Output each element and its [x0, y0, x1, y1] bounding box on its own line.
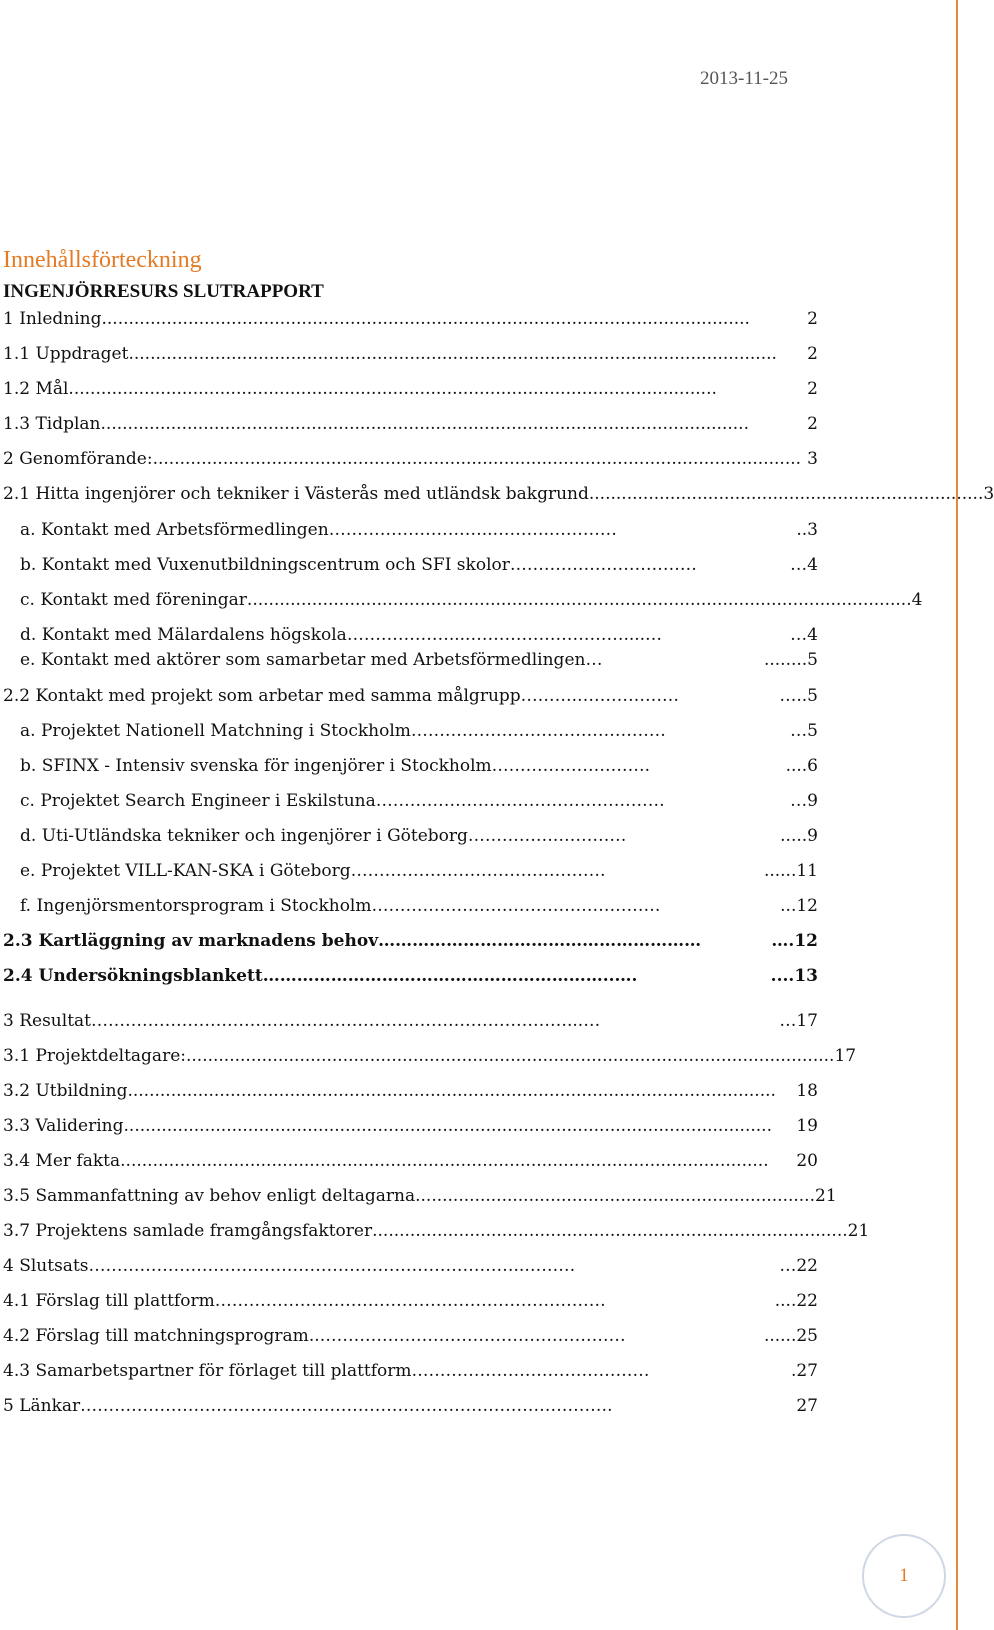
toc-entry-page: 18 — [796, 1081, 818, 1101]
toc-entry-page: 2 — [807, 344, 818, 364]
toc-entry-leader: ........................................................................................................................ — [127, 1081, 776, 1101]
toc-entry[interactable] — [3, 964, 818, 988]
toc-entry[interactable] — [20, 588, 923, 612]
toc-entry-leader: ........................................................................................................................ — [152, 449, 802, 469]
toc-entry-label: d. Uti-Utländska tekniker och ingenjörer i Göteborg — [20, 826, 468, 846]
toc-entry-page: 3 — [807, 449, 818, 469]
toc-entry[interactable] — [3, 412, 818, 436]
toc-entry[interactable] — [20, 754, 818, 778]
toc-entry-label: 1.1 Uppdraget — [3, 344, 129, 364]
toc-entry[interactable] — [20, 719, 818, 743]
toc-entry-page: …17 — [779, 1011, 818, 1031]
toc-entry-leader: ........................................................................................................................ — [68, 379, 717, 399]
toc-entry-leader: …………………………………………… — [371, 896, 661, 916]
toc-entry[interactable] — [20, 859, 818, 883]
toc-entry-page: 21 — [815, 1186, 837, 1206]
toc-entry-leader: ………………………………………………… — [378, 931, 702, 951]
toc-entry[interactable] — [3, 1009, 818, 1033]
toc-entry-label: 3 Resultat — [3, 1011, 91, 1031]
toc-entry-label: e. Projektet VILL-KAN-SKA i Göteborg — [20, 861, 351, 881]
toc-entry[interactable] — [20, 894, 818, 918]
toc-entry-label: 3.2 Utbildning — [3, 1081, 128, 1101]
toc-entry-leader: ........................................................................................................................ — [120, 1151, 769, 1171]
toc-entry-page: ...12 — [780, 896, 818, 916]
toc-entry-leader: …………………………… — [509, 555, 697, 575]
toc-entry-leader: …………….………… — [467, 826, 627, 846]
toc-entry-page: ....6 — [785, 756, 818, 776]
toc-entry-label: a. Kontakt med Arbetsförmedlingen — [20, 520, 329, 540]
toc-entry-label: 4.2 Förslag till matchningsprogram — [3, 1326, 309, 1346]
toc-entry[interactable] — [3, 1184, 837, 1208]
toc-entry-page: …5 — [790, 721, 818, 741]
toc-entry-page: .3 — [977, 484, 994, 504]
toc-entry-label: 2.2 Kontakt med projekt som arbetar med samma målgrupp — [3, 686, 521, 706]
toc-entry-page: 2 — [807, 309, 818, 329]
toc-entry[interactable] — [20, 824, 818, 848]
toc-entry-page: ......25 — [763, 1326, 818, 1346]
toc-entry-label: b. Kontakt med Vuxenutbildningscentrum och SFI skolor — [20, 555, 510, 575]
toc-entry[interactable] — [3, 482, 994, 506]
toc-entry-page: ....13 — [770, 966, 818, 986]
toc-entry[interactable] — [3, 342, 818, 366]
toc-entry-leader: ………………………. — [491, 756, 651, 776]
toc-entry-leader: …………………………………… — [411, 1361, 650, 1381]
toc-entry[interactable] — [3, 447, 818, 471]
toc-entry-page: .27 — [790, 1361, 818, 1381]
toc-entry-page: 2 — [807, 414, 818, 434]
toc-entry[interactable] — [3, 1219, 870, 1243]
toc-entry-leader: ........................................................................................................................ — [101, 309, 750, 329]
toc-entry-label: 2 Genomförande: — [3, 449, 153, 469]
toc-entry[interactable] — [20, 623, 818, 647]
toc-entry-leader: ……….……………… — [520, 686, 680, 706]
toc-entry-page: .....9 — [780, 826, 818, 846]
toc-entry[interactable] — [3, 929, 818, 953]
toc-entry-page: …..5 — [779, 686, 818, 706]
header-date: 2013-11-25 — [700, 68, 788, 89]
toc-entry-page: …9 — [790, 791, 818, 811]
toc-entry-label: c. Kontakt med föreningar — [20, 590, 247, 610]
toc-entry[interactable] — [3, 1114, 818, 1138]
toc-entry[interactable] — [3, 307, 818, 331]
toc-entry[interactable] — [3, 684, 818, 708]
toc-subheading: INGENJÖRRESURS SLUTRAPPORT — [3, 281, 324, 302]
toc-entry-label: 1 Inledning — [3, 309, 102, 329]
toc-entry[interactable] — [20, 518, 818, 542]
toc-entry-leader: …………………………………………………………………………...… — [91, 1011, 601, 1031]
toc-entry-leader: …………………………………………………………………..……… — [88, 1256, 576, 1276]
toc-entry[interactable] — [3, 1324, 818, 1348]
toc-entry-label: d. Kontakt med Mälardalens högskola — [20, 625, 347, 645]
toc-entry-label: 3.1 Projektdeltagare: — [3, 1046, 186, 1066]
toc-entry-label: 2.3 Kartläggning av marknadens behov — [3, 931, 379, 951]
toc-entry-leader: …………………………………………………………………………………. — [80, 1396, 613, 1416]
toc-entry[interactable] — [20, 648, 818, 672]
toc-entry[interactable] — [3, 1254, 818, 1278]
toc-entry-page: …4 — [790, 555, 818, 575]
toc-entry-page: …22 — [779, 1256, 818, 1276]
toc-entry-page: 17 — [834, 1046, 857, 1066]
toc-entry-label: a. Projektet Nationell Matchning i Stockholm — [20, 721, 411, 741]
toc-entry-page: ….12 — [771, 931, 818, 951]
toc-entry[interactable] — [3, 1394, 818, 1418]
toc-entry-leader: ………………....………………………....… — [346, 625, 663, 645]
toc-entry-leader: .......................................................................... — [415, 1186, 815, 1206]
toc-entry-leader: ........................................................................................ — [372, 1221, 848, 1241]
toc-entry-label: 3.3 Validering — [3, 1116, 124, 1136]
toc-entry[interactable] — [3, 1044, 857, 1068]
toc-heading: Innehållsförteckning — [3, 247, 202, 273]
toc-entry[interactable] — [3, 377, 818, 401]
toc-entry-label: 4.1 Förslag till plattform — [3, 1291, 215, 1311]
toc-entry-leader: ……………………………………… — [410, 721, 666, 741]
toc-entry-label: 3.4 Mer fakta — [3, 1151, 121, 1171]
toc-entry-leader: …………………………………………… — [375, 791, 665, 811]
toc-entry-label: b. SFINX - Intensiv svenska för ingenjörer i Stockholm — [20, 756, 492, 776]
toc-entry[interactable] — [3, 1289, 818, 1313]
page-number: 1 — [899, 1565, 909, 1586]
toc-entry-leader: … — [585, 650, 603, 670]
toc-entry-page: 20 — [796, 1151, 818, 1171]
toc-entry-leader: ……………………………………… — [350, 861, 606, 881]
toc-entry-label: 4 Slutsats — [3, 1256, 89, 1276]
toc-entry[interactable] — [3, 1359, 818, 1383]
toc-entry[interactable] — [3, 1149, 818, 1173]
toc-entry-label: 3.5 Sammanfattning av behov enligt deltagarna — [3, 1186, 416, 1206]
toc-entry-page: ..3 — [796, 520, 818, 540]
toc-entry-leader: ........................................................................................................................ — [185, 1046, 835, 1066]
toc-entry-leader: ........................................................................................................................ — [123, 1116, 772, 1136]
toc-entry-page: ....22 — [774, 1291, 818, 1311]
toc-entry-leader: …………………………………………………………… — [214, 1291, 606, 1311]
toc-entry-leader: ........................................................................ — [588, 484, 978, 504]
toc-entry-page: 2 — [807, 379, 818, 399]
toc-entry-label: 2.1 Hitta ingenjörer och tekniker i Västerås med utländsk bakgrund — [3, 484, 589, 504]
toc-entry-leader: ..……………………………………………… — [308, 1326, 626, 1346]
toc-entry-page: 21 — [847, 1221, 870, 1241]
toc-entry-label: 2.4 Undersökningsblankett — [3, 966, 263, 986]
toc-entry-label: f. Ingenjörsmentorsprogram i Stockholm — [20, 896, 372, 916]
toc-entry-leader: ………………………..……….………… — [328, 520, 617, 540]
toc-entry-label: 1.3 Tidplan — [3, 414, 101, 434]
page-number-badge — [862, 1534, 946, 1618]
toc-entry[interactable] — [3, 1079, 818, 1103]
toc-entry-label: 4.3 Samarbetspartner för förlaget till plattform — [3, 1361, 412, 1381]
toc-entry-page: 19 — [796, 1116, 818, 1136]
toc-entry-page: …4 — [790, 625, 818, 645]
toc-entry-leader: ........................................................................................................................ — [128, 344, 777, 364]
toc-entry-leader: ........................................................................................................................ — [100, 414, 749, 434]
toc-entry-label: 1.2 Mål — [3, 379, 69, 399]
toc-entry-label: e. Kontakt med aktörer som samarbetar med Arbetsförmedlingen — [20, 650, 586, 670]
page-border-accent — [956, 0, 958, 1630]
toc-entry[interactable] — [20, 553, 818, 577]
toc-entry-label: 3.7 Projektens samlade framgångsfaktorer — [3, 1221, 373, 1241]
toc-entry[interactable] — [20, 789, 818, 813]
toc-entry-leader: ……………………………………………………..…. — [262, 966, 638, 986]
toc-entry-page: ......11 — [763, 861, 818, 881]
toc-entry-page: ........5 — [763, 650, 818, 670]
toc-entry-label: c. Projektet Search Engineer i Eskilstuna — [20, 791, 376, 811]
toc-entry-label: 5 Länkar — [3, 1396, 81, 1416]
toc-entry-page: ...4 — [895, 590, 923, 610]
toc-entry-leader: ........................................................................................................................ — [246, 590, 896, 610]
toc-entry-page: 27 — [796, 1396, 818, 1416]
